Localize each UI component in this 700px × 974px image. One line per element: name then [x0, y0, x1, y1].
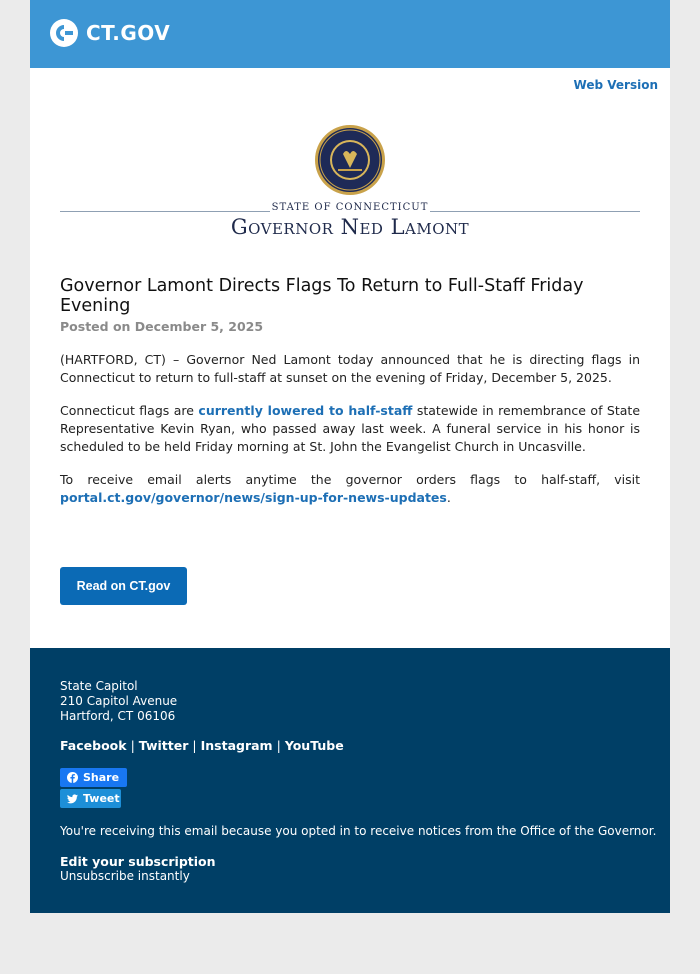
paragraph-1: (HARTFORD, CT) – Governor Ned Lamont today announced that he is directing flags in Connecticut to return to full-staff at sunset on the evening of Friday, December 5, 2025. [60, 352, 640, 385]
facebook-share-button[interactable]: Share [60, 768, 127, 787]
facebook-link[interactable]: Facebook [60, 738, 127, 753]
governor-seal-icon [314, 124, 386, 196]
read-on-ctgov-button[interactable]: Read on CT.gov [60, 567, 187, 605]
address-line: Hartford, CT 06106 [60, 709, 176, 723]
logo-text: CT.GOV [86, 21, 171, 45]
header-bar [30, 0, 670, 68]
ct-gov-logo[interactable] [50, 19, 170, 47]
half-staff-link[interactable]: currently lowered to half-staff [198, 403, 413, 418]
main-content [30, 68, 670, 648]
web-version-link[interactable]: Web Version [573, 78, 658, 92]
paragraph-3: To receive email alerts anytime the governor orders flags to half-staff, visit portal.ct.gov/governor/news/sign-up-for-news-updates. [60, 472, 640, 505]
unsubscribe-link[interactable]: Unsubscribe instantly [60, 869, 190, 883]
address-block [60, 679, 177, 724]
twitter-link[interactable]: Twitter [138, 738, 189, 753]
opt-in-notice: You're receiving this email because you opted in to receive notices from the Office of the Governor. [60, 824, 657, 838]
social-links: Facebook | Twitter | Instagram | YouTube [60, 738, 344, 753]
posted-date: Posted on December 5, 2025 [60, 319, 264, 334]
email-container [30, 0, 670, 913]
address-line: State Capitol [60, 679, 138, 693]
facebook-icon [67, 772, 78, 783]
article-title: Governor Lamont Directs Flags To Return to Full-Staff Friday Evening [60, 276, 584, 316]
banner-state: STATE OF CONNECTICUT [271, 202, 429, 213]
paragraph-2: Connecticut flags are currently lowered to half-staff statewide in remembrance of State Representative Kevin Ryan, who passed away last week. A funeral service in his honor is scheduled to be held Friday morning at St. John the Evangelist Church in Uncasville. [60, 403, 641, 454]
ct-logo-icon [50, 19, 78, 47]
signup-link[interactable]: portal.ct.gov/governor/news/sign-up-for-news-updates [60, 490, 447, 505]
address-line: 210 Capitol Avenue [60, 694, 178, 708]
instagram-link[interactable]: Instagram [200, 738, 273, 753]
youtube-link[interactable]: YouTube [284, 738, 344, 753]
twitter-bird-icon [67, 794, 78, 804]
edit-subscription-link[interactable]: Edit your subscription [60, 854, 216, 869]
footer [30, 648, 670, 913]
banner-governor: Governor Ned Lamont [230, 215, 470, 239]
twitter-tweet-button[interactable]: Tweet [60, 789, 121, 808]
